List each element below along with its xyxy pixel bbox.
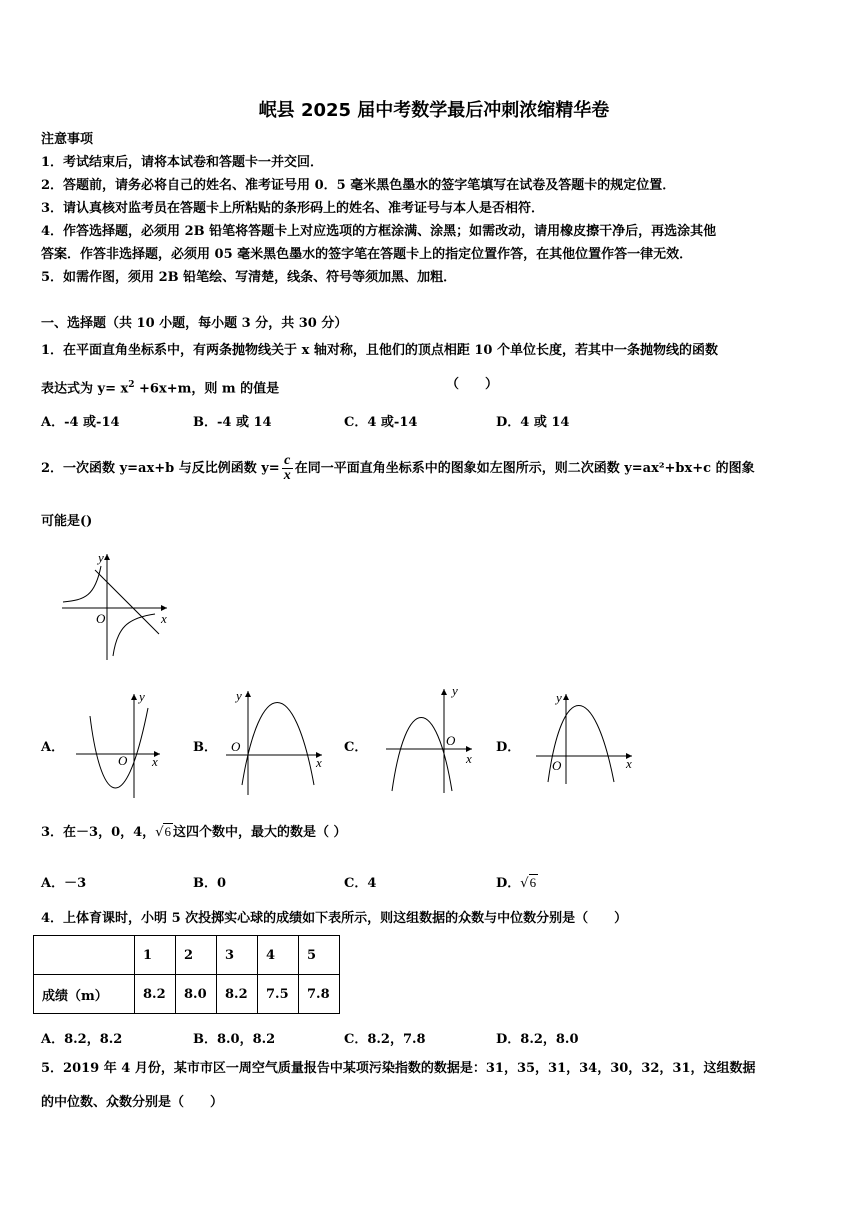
table-cell <box>34 936 135 975</box>
notice-heading: 注意事项 <box>41 132 94 147</box>
notice-item: 4．作答选择题，必须用 2B 铅笔将答题卡上对应选项的方框涂满、涂黑；如需改动，请用橡皮擦干净后，再选涂其他 <box>41 224 717 239</box>
q1-expr-post: +6x+m，则 m 的值是 <box>134 381 280 397</box>
y-axis-label: y <box>452 683 458 698</box>
table-cell: 5 <box>299 936 340 975</box>
option-b[interactable]: B．0 <box>193 876 227 891</box>
radicand: 6 <box>164 824 171 839</box>
page-title: 岷县 2025 届中考数学最后冲刺浓缩精华卷 <box>258 100 610 121</box>
origin-label: O <box>118 753 128 768</box>
option-c[interactable]: C．8.2，7.8 <box>344 1032 426 1047</box>
option-d[interactable] <box>496 872 538 891</box>
score-table <box>33 935 340 1014</box>
origin-label: O <box>96 611 106 626</box>
graph-option-d <box>532 688 642 788</box>
question-5-line2: 的中位数、众数分别是（ ） <box>41 1095 224 1110</box>
table-cell: 8.2 <box>217 975 258 1014</box>
table-cell: 成绩（m） <box>34 975 135 1014</box>
option-d[interactable]: D．4 或 14 <box>496 415 570 430</box>
notice-item: 5．如需作图，须用 2B 铅笔绘、写清楚，线条、符号等须加黑、加粗． <box>41 270 457 285</box>
table-row <box>34 975 340 1014</box>
question-5-line1: 5．2019 年 4 月份，某市市区一周空气质量报告中某项污染指数的数据是：31，35，31，34，30，32，31，这组数据 <box>41 1061 756 1076</box>
origin-label: O <box>552 758 562 773</box>
option-a[interactable]: A．－3 <box>41 876 87 891</box>
reference-graph <box>55 548 175 663</box>
q1-exponent: 2 <box>128 380 135 390</box>
y-axis-label: y <box>98 550 104 565</box>
table-cell: 8.0 <box>176 975 217 1014</box>
fraction-c-over-x <box>282 454 293 483</box>
notice-item: 3．请认真核对监考员在答题卡上所粘贴的条形码上的姓名、准考证号与本人是否相符． <box>41 201 545 216</box>
notice-item: 1．考试结束后，请将本试卷和答题卡一并交回． <box>41 155 324 170</box>
sqrt-symbol: √6 <box>520 875 537 891</box>
table-cell: 1 <box>135 936 176 975</box>
table-cell: 8.2 <box>135 975 176 1014</box>
x-axis-label: x <box>152 754 158 769</box>
option-a[interactable]: A．8.2，8.2 <box>41 1032 123 1047</box>
y-axis-label: y <box>236 688 242 703</box>
q3-text-pre: 3．在－3，0，4， <box>41 825 156 840</box>
table-cell: 2 <box>176 936 217 975</box>
origin-label: O <box>231 739 241 754</box>
table-cell: 3 <box>217 936 258 975</box>
x-axis-label: x <box>316 755 322 770</box>
x-axis-label: x <box>626 756 632 771</box>
x-axis-label: x <box>466 751 472 766</box>
option-b[interactable]: B．-4 或 14 <box>193 415 272 430</box>
radicand: 6 <box>529 875 537 890</box>
question-2-line1 <box>41 454 755 483</box>
table-cell: 7.8 <box>299 975 340 1014</box>
table-cell: 4 <box>258 936 299 975</box>
origin-label: O <box>446 733 456 748</box>
sqrt-symbol: √6 <box>155 824 171 840</box>
option-b[interactable]: B． <box>193 740 217 755</box>
q3-text-post: 这四个数中，最大的数是（ ） <box>172 825 347 840</box>
section-heading: 一、选择题（共 10 小题，每小题 3 分，共 30 分） <box>41 316 348 331</box>
fraction-denominator: x <box>283 468 291 483</box>
graph-option-a <box>72 688 167 800</box>
q2-text-pre: 2．一次函数 y=ax+b 与反比例函数 y= <box>41 461 280 476</box>
option-a[interactable]: A．-4 或-14 <box>41 415 120 430</box>
x-axis-label: x <box>161 611 167 626</box>
answer-paren: （ ） <box>446 377 499 392</box>
q2-text-post: 在同一平面直角坐标系中的图象如左图所示，则二次函数 y=ax²+bx+c 的图象 <box>294 461 755 476</box>
option-b[interactable]: B．8.0，8.2 <box>193 1032 276 1047</box>
q1-expr-pre: 表达式为 y= x <box>41 381 129 397</box>
question-2-line2: 可能是() <box>41 514 93 529</box>
question-3 <box>41 824 347 841</box>
fraction-numerator: c <box>282 454 293 469</box>
option-c[interactable]: C．4 <box>344 876 377 891</box>
table-row <box>34 936 340 975</box>
option-d[interactable]: D． <box>496 740 521 755</box>
notice-item: 2．答题前，请务必将自己的姓名、准考证号用 0．5 毫米黑色墨水的签字笔填写在试卷及答题卡的规定位置． <box>41 178 676 193</box>
option-d-label: D． <box>496 876 521 891</box>
y-axis-label: y <box>139 689 145 704</box>
question-1-line1: 1．在平面直角坐标系中，有两条抛物线关于 x 轴对称，且他们的顶点相距 10 个单位长度，若其中一条抛物线的函数 <box>41 343 718 358</box>
table-cell: 7.5 <box>258 975 299 1014</box>
option-c[interactable]: C． <box>344 740 368 755</box>
question-4: 4．上体育课时，小明 5 次投掷实心球的成绩如下表所示，则这组数据的众数与中位数分别是（ ） <box>41 911 628 926</box>
y-axis-label: y <box>556 690 562 705</box>
option-a[interactable]: A． <box>41 740 65 755</box>
option-c[interactable]: C．4 或-14 <box>344 415 418 430</box>
question-1-line2 <box>41 377 279 397</box>
graph-option-b <box>222 685 332 797</box>
notice-item: 答案．作答非选择题，必须用 05 毫米黑色墨水的签字笔在答题卡上的指定位置作答，在其他位置作答一律无效． <box>41 247 693 262</box>
graph-option-c <box>382 683 482 795</box>
option-d[interactable]: D．8.2，8.0 <box>496 1032 579 1047</box>
